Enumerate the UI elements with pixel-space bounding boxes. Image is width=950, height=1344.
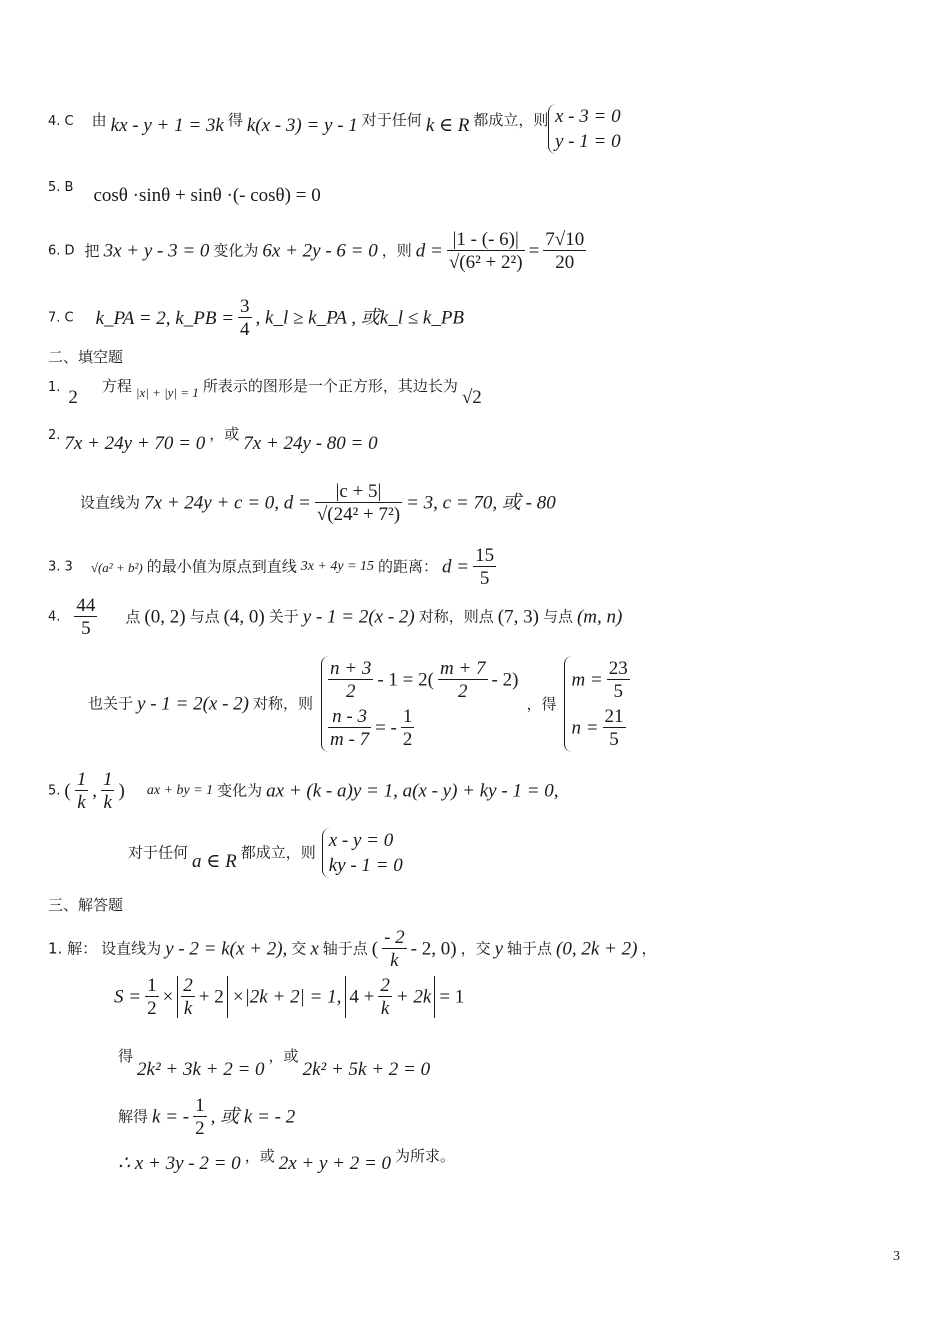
text: ，或 <box>209 425 240 443</box>
math: x <box>310 938 319 960</box>
text: 由 <box>91 111 107 129</box>
math: 2k² + 5k + 2 = 0 <box>302 1059 431 1080</box>
item-number: 5. B <box>48 180 74 195</box>
item-number: 4. C <box>48 114 74 129</box>
text: ，或 <box>268 1047 299 1065</box>
text: 对称，则点 <box>418 607 494 626</box>
fraction: $\frac{1}{2}$ <box>195 1095 205 1139</box>
text: 与点 <box>189 607 220 626</box>
item-number: 7. C <box>48 310 74 326</box>
text: 设直线为 <box>101 939 162 958</box>
system-row: ky - 1 = 0 <box>328 855 403 876</box>
math: k ∈ R <box>425 115 470 136</box>
page-number: 3 <box>893 1249 900 1264</box>
fraction: $\frac{1}{2}$ <box>147 975 157 1019</box>
fill-item-2-detail <box>80 482 556 524</box>
fraction: $\frac{1}{k}$ <box>76 769 87 813</box>
math: y - 1 = 2(x - 2) <box>137 693 250 715</box>
math: k(x - 3) = y - 1 <box>246 115 358 136</box>
item-number: 3. 3 <box>48 559 73 575</box>
text: 交 <box>291 939 307 958</box>
k-solution <box>118 1096 295 1138</box>
text: 关于 <box>268 607 299 626</box>
math: = 3, c = 70, 或 - 80 <box>406 492 556 514</box>
math: kx - y + 1 = 3k <box>110 115 224 136</box>
math: ax + by = 1 <box>146 783 214 798</box>
system-row: $\frac{n - 3}{m - 7}$ = - $\frac{1}{2}$ <box>330 706 413 750</box>
text: 所表示的图形是一个正方形，其边长为 <box>202 377 458 395</box>
math: d = <box>442 556 470 578</box>
equation-system <box>548 104 621 154</box>
math: , k_l ≥ k_PA , 或k_l ≤ k_PB <box>255 307 465 329</box>
math: k_PA = 2, k_PB = <box>95 307 235 329</box>
math: 2x + y + 2 = 0 <box>278 1153 392 1174</box>
math: (0, 2) <box>144 606 186 628</box>
fill-item-2 <box>48 424 378 454</box>
item-5b <box>48 176 321 206</box>
math: 7x + 24y + c = 0, d = <box>144 492 311 514</box>
item-6d <box>48 230 586 272</box>
text: 的最小值为原点到直线 <box>146 557 297 576</box>
math: a ∈ R <box>192 850 237 872</box>
conclusion <box>118 1146 456 1174</box>
equation-system <box>322 828 403 878</box>
math: (7, 3) <box>497 606 539 628</box>
item-7c <box>48 297 464 339</box>
math: k = - <box>152 1106 190 1128</box>
math: 7x + 24y + 70 = 0 <box>64 433 206 454</box>
system-row: x - y = 0 <box>328 830 394 851</box>
system-row: $\frac{n + 3}{2}$ - 1 = 2( $\frac{m + 7}{2}$ - 2) <box>330 658 519 702</box>
item-number: 4. <box>48 609 61 625</box>
item-number: 1. 解： <box>48 939 98 958</box>
fraction: $\frac{|1 - (- 6)|}{\text{√(6² + 2²)}}$ <box>448 229 523 273</box>
math: (0, 2k + 2) <box>556 938 638 960</box>
math: ax + (k - a)y = 1, a(x - y) + ky - 1 = 0, <box>266 780 559 802</box>
item-number: 5. <box>48 783 61 799</box>
fraction: $\frac{- 2}{k}$ <box>384 927 405 971</box>
text: 点 <box>125 607 141 626</box>
math: - 2, 0) <box>410 938 457 960</box>
text: 设直线为 <box>80 493 141 512</box>
area-equation: S = $\frac{1}{2}$ × $\frac{2}{k}$ + 2 ×|2k + 2| = 1, 4 + $\frac{2}{k}$ + 2k = 1 <box>114 975 465 1019</box>
equation-system <box>564 656 629 752</box>
item-4c <box>48 110 549 136</box>
math: 6x + 2y - 6 = 0 <box>262 240 378 262</box>
text: 得 <box>118 1047 134 1065</box>
math: (m, n) <box>576 606 623 628</box>
fraction: $\frac{3}{4}$ <box>240 296 250 340</box>
fraction: $\frac{|c + 5|}{\text{√(24² + 7²)}}$ <box>316 481 401 525</box>
fill-item-3 <box>48 546 496 588</box>
text: 也关于 <box>88 694 134 713</box>
math: 7x + 24y - 80 = 0 <box>243 433 378 454</box>
text: ，得 <box>526 694 557 713</box>
system-row: y - 1 = 0 <box>555 131 621 152</box>
item-number: 6. D <box>48 243 75 259</box>
text: ，或 <box>244 1147 275 1165</box>
solve-item-1: 1. 解： 设直线为 y - 2 = k(x + 2), 交 x 轴于点 ( $\frac{- 2}{k}$ - 2, 0) ，交 y 轴于点 (0, 2k + 2) ， <box>48 927 657 971</box>
fraction: $\frac{15}{5}$ <box>475 545 495 589</box>
text: 得 <box>227 111 243 129</box>
system-row: x - 3 = 0 <box>555 106 621 127</box>
math: |x| + |y| = 1 <box>135 385 199 400</box>
answer: 2 <box>68 387 78 408</box>
text: 对称，则 <box>253 694 314 713</box>
text: 都成立，则 <box>240 843 316 862</box>
text: 方程 <box>101 377 132 395</box>
math: 2k² + 3k + 2 = 0 <box>137 1059 265 1080</box>
text: 变化为 <box>213 241 259 260</box>
system-row: n = $\frac{21}{5}$ <box>571 706 624 750</box>
section-title-fill: 二、填空题 <box>48 348 124 366</box>
text: 轴于点 <box>322 939 368 958</box>
math: d = <box>415 240 443 262</box>
text: ， <box>641 939 657 958</box>
system-row: m = $\frac{23}{5}$ <box>571 658 628 702</box>
math: y - 2 = k(x + 2), <box>165 938 288 960</box>
math: √(a² + b²) <box>90 559 143 575</box>
text: 的距离： <box>378 557 439 576</box>
fraction: $\frac{7√10}{20}$ <box>545 229 585 273</box>
text: 对于任何 <box>361 111 422 129</box>
fill-item-4 <box>48 596 622 638</box>
text: ，则 <box>381 241 412 260</box>
text: 为所求。 <box>395 1147 456 1165</box>
fraction: $\frac{1}{k}$ <box>102 769 113 813</box>
section-title-solve: 三、解答题 <box>48 896 124 914</box>
math: , 或 k = - 2 <box>210 1106 296 1128</box>
text: 与点 <box>542 607 573 626</box>
text: 解得 <box>118 1107 149 1126</box>
math: y <box>494 938 504 960</box>
absolute-value: $\frac{2}{k}$ + 2 <box>177 976 227 1018</box>
derived-equations <box>118 1046 431 1080</box>
text: 都成立，则 <box>473 111 549 129</box>
text: 轴于点 <box>507 939 553 958</box>
text: 变化为 <box>217 781 263 800</box>
fill-item-5-detail <box>128 828 403 878</box>
text: 对于任何 <box>128 843 189 862</box>
math: √2 <box>461 387 482 408</box>
answer-fraction: $\frac{44}{5}$ <box>76 595 96 639</box>
math: ∴ x + 3y - 2 = 0 <box>118 1153 241 1174</box>
fill-item-4-detail <box>88 656 630 752</box>
text: 把 <box>84 241 100 260</box>
math: 3x + y - 3 = 0 <box>103 240 210 262</box>
absolute-value: 4 + $\frac{2}{k}$ + 2k <box>345 976 435 1018</box>
math: (4, 0) <box>223 606 265 628</box>
math: 3x + 4y = 15 <box>300 559 375 574</box>
text: ，交 <box>460 939 491 958</box>
item-number: 1. <box>48 380 61 395</box>
fill-item-1 <box>48 376 482 408</box>
item-number: 2. <box>48 428 61 443</box>
equation-system <box>321 656 518 752</box>
fill-item-5: 5. ( $\frac{1}{k}$ , $\frac{1}{k}$ ) ax + by = 1 变化为 ax + (k - a)y = 1, a(x - y) + ky - 1 = 0, <box>48 769 559 813</box>
equals: = <box>528 240 540 262</box>
math: cosθ ·sinθ + sinθ ·(- cosθ) = 0 <box>93 185 321 206</box>
math: y - 1 = 2(x - 2) <box>302 606 415 628</box>
